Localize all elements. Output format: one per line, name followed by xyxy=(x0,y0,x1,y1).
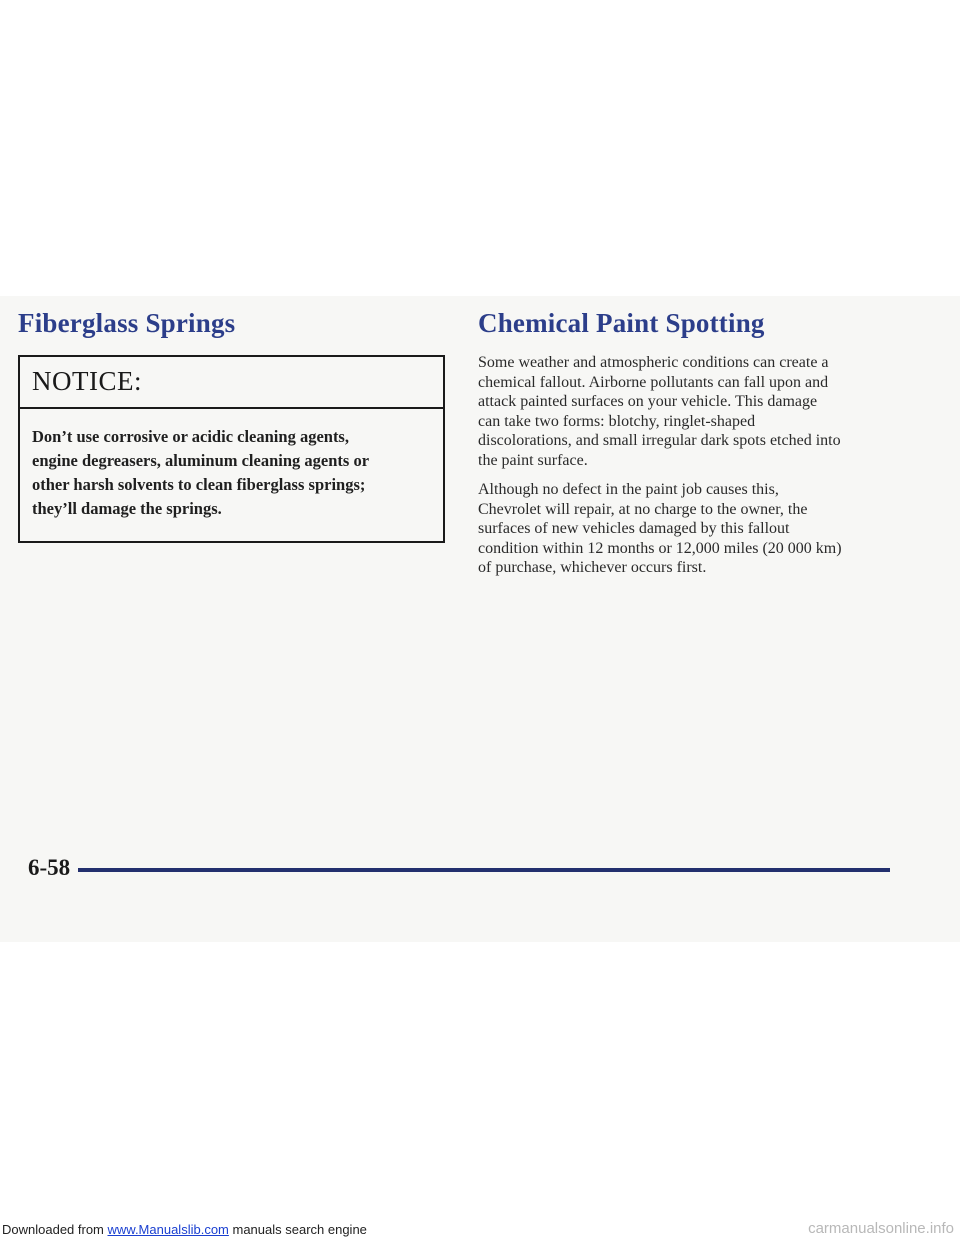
notice-line: other harsh solvents to clean fiberglass springs; xyxy=(32,475,366,494)
manualslib-link[interactable]: www.Manualslib.com xyxy=(107,1222,229,1237)
notice-box xyxy=(18,355,445,543)
text-line: discolorations, and small irregular dark spots etched into xyxy=(478,432,841,449)
chemical-paint-spotting-section xyxy=(478,308,908,578)
site-watermark: carmanualsonline.info xyxy=(808,1220,954,1237)
text-line: condition within 12 months or 12,000 miles (20 000 km) xyxy=(478,539,842,557)
section-heading-fiberglass-springs: Fiberglass Springs xyxy=(18,308,236,338)
notice-label: NOTICE: xyxy=(20,357,443,409)
text-line: chemical fallout. Airborne pollutants can fall upon and xyxy=(478,373,829,391)
section-heading-chemical-paint-spotting: Chemical Paint Spotting xyxy=(478,308,765,338)
page-number: 6-58 xyxy=(28,855,71,880)
download-watermark xyxy=(2,1222,367,1237)
paragraph-repair-policy xyxy=(478,480,903,578)
text-line: surfaces of new vehicles damaged by this fallout xyxy=(478,520,790,537)
text-line: the paint surface. xyxy=(478,451,588,469)
notice-text xyxy=(20,409,443,541)
paragraph-conditions xyxy=(478,353,903,470)
text-line: attack painted surfaces on your vehicle. This damage xyxy=(478,393,818,410)
fiberglass-springs-section xyxy=(18,308,443,543)
text-line: of purchase, whichever occurs first. xyxy=(478,559,707,576)
watermark-suffix: manuals search engine xyxy=(228,1222,367,1237)
text-line: Although no defect in the paint job causes this, xyxy=(478,481,779,498)
footer-divider xyxy=(78,868,890,872)
notice-line: they’ll damage the springs. xyxy=(32,499,222,518)
watermark-prefix: Downloaded from xyxy=(2,1222,108,1237)
notice-line: engine degreasers, aluminum cleaning agents or xyxy=(32,451,370,470)
text-line: Chevrolet will repair, at no charge to the owner, the xyxy=(478,500,808,518)
text-line: Some weather and atmospheric conditions can create a xyxy=(478,354,829,371)
text-line: can take two forms: blotchy, ringlet-shaped xyxy=(478,412,756,430)
notice-line: Don’t use corrosive or acidic cleaning agents, xyxy=(32,427,349,446)
